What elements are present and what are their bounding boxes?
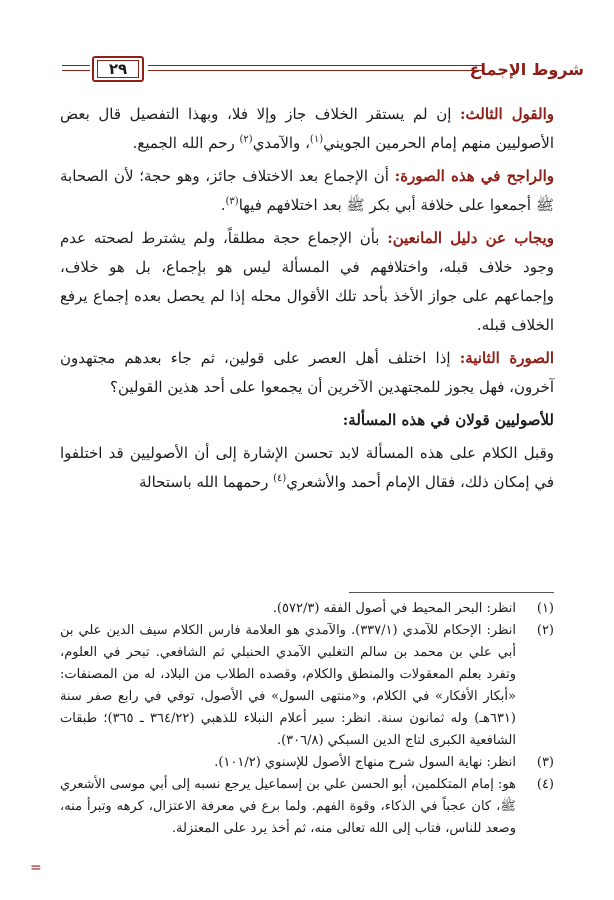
continuation-mark: = <box>30 860 42 876</box>
header-rule <box>148 65 484 75</box>
text: . <box>220 196 226 214</box>
footnote-number: (٤) <box>536 777 554 792</box>
page-number: ٢٩ <box>97 60 139 78</box>
text: وقبل الكلام على هذه المسألة لابد تحسن الإشارة إلى أن الأصوليين قد اختلفوا في إمكان ذلك، فقال الإمام أحمد والأشعري <box>60 444 554 491</box>
running-title: شروط الإجماع <box>469 60 584 79</box>
text: رحمهما الله باستحالة <box>139 473 274 491</box>
footnote-text: انظر: الإحكام للآمدي (٣٣٧/١). والآمدي هو العلامة فارس الكلام سيف الدين علي بن أبي علي بن محمد بن سالم التغلبي الآمدي الحنبلي ثم الشافعي. تبحر في العلوم، وتفرد بعلم المعقولات والمنطق والكلام، وقصده الطلاب من البلاد، له من المصنفات: «أبكار الأفكار» في الكلام، و«منتهى السول» في الأصول، توفي في رابع صفر سنة (٦٣١هـ) وله ثمانون سنة. انظر: سير أعلام النبلاء للذهبي (٣٦٤/٢٢ ـ ٣٦٥)؛ طبقات الشافعية الكبرى لتاج الدين السبكي (٣٠٦/٨). <box>60 623 516 748</box>
label-reply: ويجاب عن دليل المانعين: <box>387 229 554 247</box>
text: ، والآمدي <box>252 134 310 152</box>
label-preferred: والراجح في هذه الصورة: <box>394 167 554 185</box>
subheading-two-opinions: للأصوليين قولان في هذه المسألة: <box>342 411 554 429</box>
label-second-case: الصورة الثانية: <box>459 349 554 367</box>
footnote-text: انظر: نهاية السول شرح منهاج الأصول للإسنوي (١٠١/٢). <box>214 755 516 770</box>
footnote-2 <box>60 620 554 752</box>
paragraph-third-opinion <box>60 100 554 158</box>
footnote-divider <box>349 592 554 593</box>
label-third-opinion: والقول الثالث: <box>460 105 554 123</box>
footnote-3 <box>60 752 554 774</box>
page-number-box <box>92 56 144 82</box>
header-rule-left <box>62 65 90 75</box>
text: أن الإجماع بعد الاختلاف جائز، وهو حجة؛ لأن الصحابة ﷺ أجمعوا على خلافة أبي بكر ﷺ بعد اختلافهم فيها <box>60 167 554 214</box>
footnote-ref-3[interactable]: (٣) <box>225 196 239 207</box>
footnote-4 <box>60 774 554 840</box>
footnote-number: (٢) <box>536 623 554 638</box>
page-header <box>0 0 614 95</box>
text: إذا اختلف أهل العصر على قولين، ثم جاء بعدهم مجتهدون آخرون، فهل يجوز للمجتهدين الآخرين أن يجمعوا على أحد هذين القولين؟ <box>60 349 554 396</box>
text: بأن الإجماع حجة مطلقاً، ولم يشترط لصحته عدم وجود خلاف قبله، واختلافهم في المسألة ليس هو بإجماع، بل هو خلاف، وإجماعهم على جواز الأخذ بأحد تلك الأقوال محله إذا لم يحصل بعده إجماع يرفع الخلاف قبله. <box>60 229 554 334</box>
footnote-ref-2[interactable]: (٢) <box>239 134 253 145</box>
text: إن لم يستقر الخلاف جاز وإلا فلا، وبهذا التفصيل قال بعض الأصوليين منهم إمام الحرمين الجويني <box>60 105 554 152</box>
text: رحم الله الجميع. <box>132 134 240 152</box>
paragraph-intro <box>60 439 554 497</box>
paragraph-preferred <box>60 162 554 220</box>
paragraph-second-case <box>60 344 554 402</box>
footnote-ref-1[interactable]: (١) <box>309 134 324 145</box>
paragraph-reply <box>60 224 554 340</box>
footnote-ref-4[interactable]: (٤) <box>273 473 287 484</box>
footnote-number: (٣) <box>536 755 554 770</box>
footnotes <box>60 598 554 840</box>
footnote-text: انظر: البحر المحيط في أصول الفقه (٥٧٢/٣). <box>272 601 516 616</box>
footnote-1 <box>60 598 554 620</box>
footnote-text: هو: إمام المتكلمين، أبو الحسن علي بن إسماعيل يرجع نسبه إلى أبي موسى الأشعري ﷺ، كان عجباً في الذكاء، وقوة الفهم. ولما برع في معرفة الاعتزال، كرهه وتبرأ منه، وصعد للناس، فتاب إلى الله تعالى منه، ثم أخذ يرد على المعتزلة. <box>60 777 516 836</box>
main-text <box>60 100 554 501</box>
footnote-number: (١) <box>536 601 554 616</box>
